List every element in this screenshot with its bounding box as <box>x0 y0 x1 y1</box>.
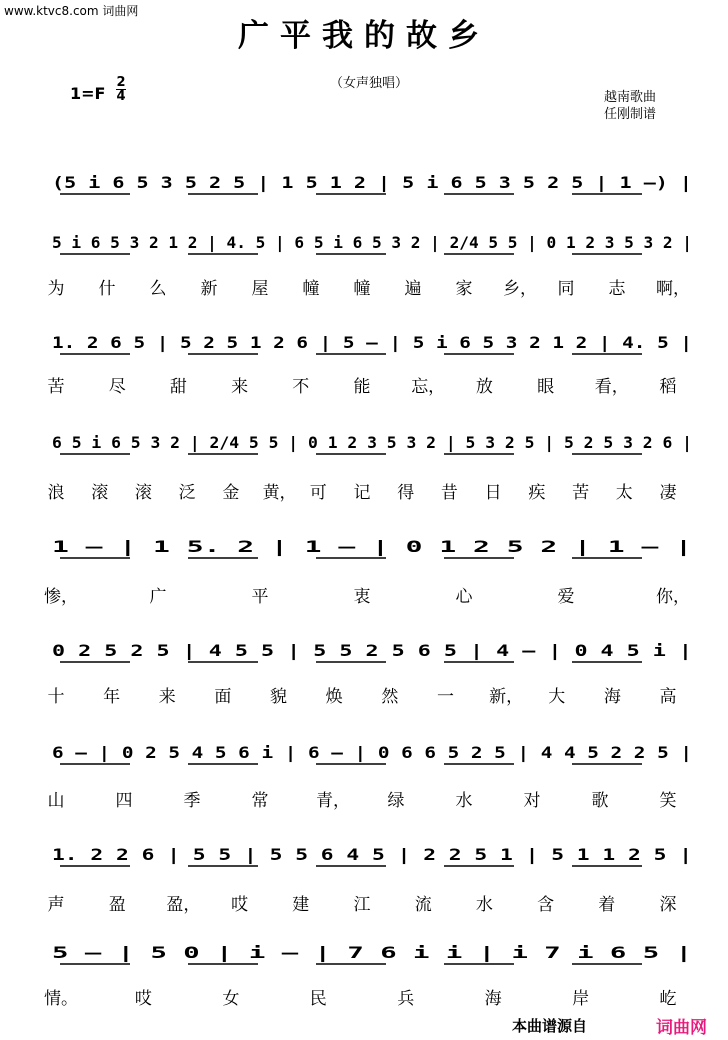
lyric-char: 太 <box>615 483 633 503</box>
lyrics-row <box>0 372 728 404</box>
lyric-char: 海 <box>603 687 621 707</box>
notation-staff <box>0 226 728 266</box>
lyric-char: 女 <box>222 989 240 1009</box>
lyric-char: 滚 <box>91 483 109 503</box>
notation-row <box>0 166 728 206</box>
source-label: 本曲谱源自 <box>512 1017 588 1035</box>
lyric-char: 心 <box>455 587 473 607</box>
lyric-char: 深 <box>659 895 677 915</box>
lyrics-row <box>0 274 728 306</box>
lyric-char: 为 <box>47 279 65 299</box>
notation-text: 6 5 i 6 5 3 2 | 2/4 5 5 | 0 1 2 3 5 3 2 | 5 3 2 5 | 5 2 5 3 2 6 | <box>52 433 679 452</box>
lyric-char: 昔 <box>440 483 458 503</box>
credit-origin: 越南歌曲 <box>604 90 657 105</box>
notation-text: 5 i 6 5 3 2 1 2 | 4. 5 | 6 5 i 6 5 3 2 | 2/4 5 5 | 0 1 2 3 5 3 2 | <box>52 233 688 252</box>
lyric-char: 江 <box>353 895 371 915</box>
lyric-char: 稻 <box>659 377 677 397</box>
key-signature: 1=F <box>70 84 106 103</box>
lyric-char: 幢 <box>302 279 320 299</box>
notation-row <box>0 426 728 466</box>
lyric-char: 年 <box>103 687 121 707</box>
lyrics-row <box>0 786 728 818</box>
meter-bottom: 4 <box>116 89 126 104</box>
notation-staff <box>0 936 728 976</box>
lyric-char: 放 <box>475 377 493 397</box>
lyric-char: 流 <box>414 895 432 915</box>
lyric-char: 绿 <box>387 791 405 811</box>
lyric-char: 含 <box>537 895 555 915</box>
lyric-char: 声 <box>47 895 65 915</box>
credit-arranger: 任刚制谱 <box>604 107 657 122</box>
lyric-char: 能 <box>353 377 371 397</box>
lyric-char: 乡， <box>503 279 537 299</box>
lyric-char: 屋 <box>251 279 269 299</box>
lyric-char: 眼 <box>537 377 555 397</box>
lyric-char: 哎 <box>231 895 249 915</box>
lyric-char: 青， <box>316 791 350 811</box>
notation-staff <box>0 838 728 878</box>
notation-row <box>0 530 728 570</box>
lyric-char: 疾 <box>528 483 546 503</box>
lyric-char: 忘， <box>411 377 446 397</box>
lyric-char: 焕 <box>325 687 343 707</box>
notation-text: 1 – | 1 5. 2 | 1 – | 0 1 2 5 2 | 1 – | <box>52 537 419 556</box>
notation-staff <box>0 426 728 466</box>
notation-row <box>0 936 728 976</box>
lyric-char: 对 <box>523 791 541 811</box>
lyric-char: 得 <box>397 483 415 503</box>
lyric-char: 四 <box>115 791 133 811</box>
lyric-char: 盈， <box>166 895 201 915</box>
lyric-char: 来 <box>231 377 249 397</box>
notation-text: 1. 2 6 5 | 5 2 5 1 2 6 | 5 – | 5 i 6 5 3 2 1 2 | 4. 5 | <box>52 333 582 352</box>
lyric-char: 水 <box>455 791 473 811</box>
lyric-char: 屹 <box>659 989 677 1009</box>
lyric-char: 同 <box>557 279 575 299</box>
lyric-char: 盈 <box>108 895 126 915</box>
lyric-char: 一 <box>436 687 454 707</box>
lyric-char: 苦 <box>47 377 65 397</box>
lyric-char: 大 <box>548 687 566 707</box>
lyric-char: 建 <box>292 895 310 915</box>
notation-row <box>0 634 728 674</box>
lyric-char: 啊， <box>656 279 690 299</box>
notation-text: (5 i 6 5 3 5 2 5 | 1 5 1 2 | 5 i 6 5 3 5 2 5 | 1 –) | <box>52 173 563 192</box>
lyric-char: 看， <box>594 377 629 397</box>
notation-row <box>0 736 728 776</box>
meter-top: 2 <box>116 75 126 90</box>
lyrics-row <box>0 890 728 922</box>
lyric-char: 然 <box>381 687 399 707</box>
lyric-char: 你， <box>656 587 690 607</box>
lyric-char: 不 <box>292 377 310 397</box>
lyric-char: 么 <box>149 279 167 299</box>
notation-staff <box>0 736 728 776</box>
lyric-char: 新， <box>489 687 524 707</box>
lyric-char: 新 <box>200 279 218 299</box>
time-signature <box>116 76 126 103</box>
lyric-char: 哎 <box>134 989 152 1009</box>
lyric-char: 家 <box>455 279 473 299</box>
lyric-char: 泛 <box>178 483 196 503</box>
notation-staff <box>0 166 728 206</box>
lyric-char: 兵 <box>397 989 415 1009</box>
lyric-char: 衷 <box>353 587 371 607</box>
lyric-char: 笑 <box>659 791 677 811</box>
lyric-char: 高 <box>659 687 677 707</box>
notation-text: 0 2 5 2 5 | 4 5 5 | 5 5 2 5 6 5 | 4 – | 0 4 5 i | <box>52 641 525 660</box>
lyric-char: 幢 <box>353 279 371 299</box>
lyric-char: 季 <box>183 791 201 811</box>
lyric-char: 来 <box>158 687 176 707</box>
lyric-char: 爱 <box>557 587 575 607</box>
lyric-char: 什 <box>98 279 116 299</box>
lyrics-row <box>0 582 728 614</box>
lyric-char: 尽 <box>108 377 126 397</box>
notation-staff <box>0 634 728 674</box>
song-title: 广平我的故乡 <box>238 18 490 54</box>
notation-staff <box>0 530 728 570</box>
lyric-char: 海 <box>484 989 502 1009</box>
lyric-char: 惨， <box>44 587 78 607</box>
lyric-char: 面 <box>214 687 232 707</box>
lyric-char: 黄， <box>262 483 297 503</box>
lyric-char: 情。 <box>44 989 78 1009</box>
lyric-char: 水 <box>475 895 493 915</box>
lyric-char: 歌 <box>591 791 609 811</box>
lyrics-row <box>0 682 728 714</box>
lyric-char: 甜 <box>169 377 187 397</box>
lyric-char: 金 <box>222 483 240 503</box>
lyric-char: 苦 <box>572 483 590 503</box>
lyric-char: 可 <box>309 483 327 503</box>
site-logo: 词曲网 <box>656 1018 707 1038</box>
lyrics-row <box>0 984 728 1016</box>
performance-note: （女声独唱） <box>330 76 409 91</box>
lyrics-row <box>0 478 728 510</box>
lyric-char: 浪 <box>47 483 65 503</box>
notation-row <box>0 326 728 366</box>
lyric-char: 志 <box>608 279 626 299</box>
lyric-char: 常 <box>251 791 269 811</box>
lyric-char: 山 <box>47 791 65 811</box>
site-url: www.ktvc8.com 词曲网 <box>4 4 139 18</box>
lyric-char: 记 <box>353 483 371 503</box>
notation-row <box>0 226 728 266</box>
lyric-char: 民 <box>309 989 327 1009</box>
lyric-char: 遍 <box>404 279 422 299</box>
lyric-char: 日 <box>484 483 502 503</box>
notation-staff <box>0 326 728 366</box>
notation-text: 1. 2 2 6 | 5 5 | 5 5 6 4 5 | 2 2 5 1 | 5 1 1 2 5 | <box>52 845 534 864</box>
notation-text: 6 – | 0 2 5 4 5 6 i | 6 – | 0 6 6 5 2 5 | 4 4 5 2 2 5 | <box>52 743 582 762</box>
lyric-char: 岸 <box>572 989 590 1009</box>
lyric-char: 十 <box>47 687 65 707</box>
lyric-char: 貌 <box>270 687 288 707</box>
notation-text: 5 – | 5 0 | i – | 7 6 i i | i 7 i 6 5 | <box>52 943 428 962</box>
lyric-char: 平 <box>251 587 269 607</box>
lyric-char: 着 <box>598 895 616 915</box>
lyric-char: 凄 <box>659 483 677 503</box>
lyric-char: 滚 <box>134 483 152 503</box>
lyric-char: 广 <box>149 587 167 607</box>
notation-row <box>0 838 728 878</box>
